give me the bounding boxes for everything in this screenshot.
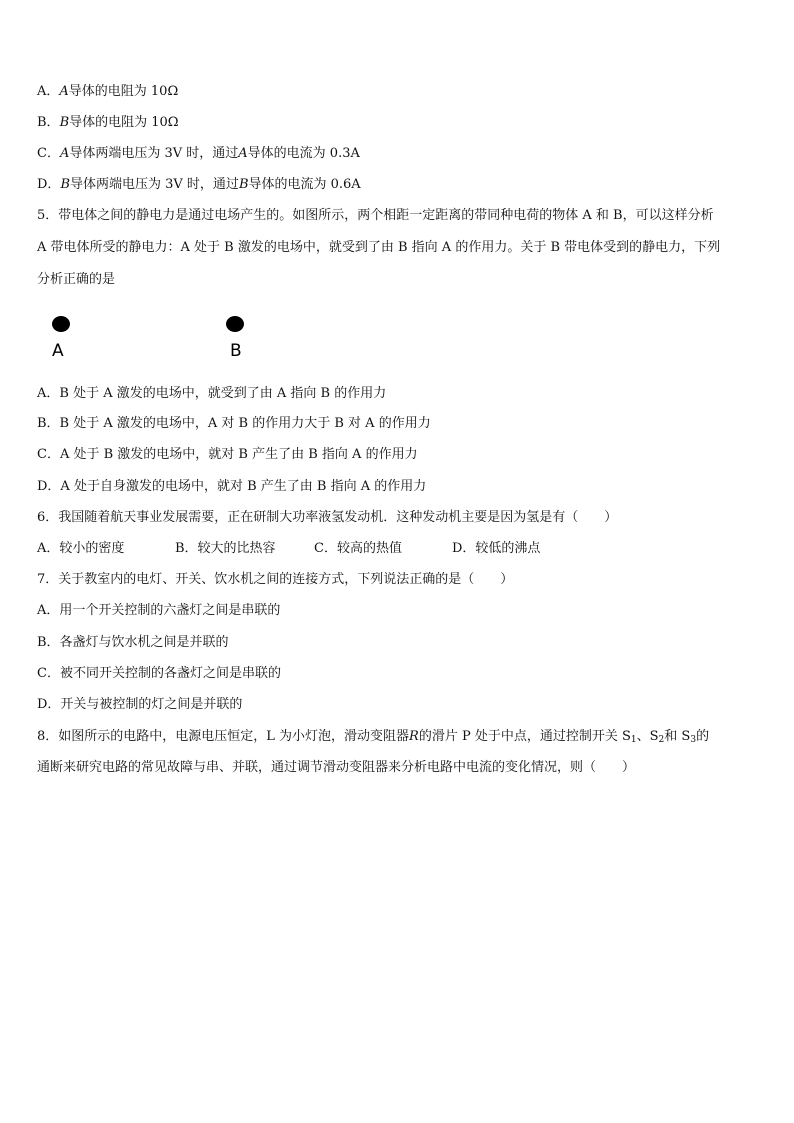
q6-option-a: A．较小的密度 [37, 541, 125, 556]
charge-b-label: B [230, 341, 242, 361]
q5-option-d: D．A 处于自身激发的电场中，就对 B 产生了由 B 指向 A 的作用力 [37, 479, 427, 494]
q7-option-c: C．被不同开关控制的各盏灯之间是串联的 [37, 666, 281, 681]
q5-option-b: B．B 处于 A 激发的电场中，A 对 B 的作用力大于 B 对 A 的作用力 [37, 416, 431, 431]
q6-stem: 6．我国随着航天事业发展需要，正在研制大功率液氢发动机．这种发动机主要是因为氢是有（ ） [37, 510, 618, 525]
q4-option-d: D．B导体两端电压为 3V 时，通过B导体的电流为 0.6A [37, 177, 361, 192]
q6-option-c: C．较高的热值 [314, 541, 402, 556]
q7-stem: 7．关于教室内的电灯、开关、饮水机之间的连接方式，下列说法正确的是（ ） [37, 572, 514, 587]
q7-option-d: D．开关与被控制的灯之间是并联的 [37, 697, 243, 712]
q5-stem-line2: A 带电体所受的静电力：A 处于 B 激发的电场中，就受到了由 B 指向 A 的作用力。关于 B 带电体受到的静电力，下列 [37, 240, 721, 255]
q4-option-a: A．A导体的电阻为 10Ω [37, 84, 179, 99]
q5-stem-line1: 5．带电体之间的静电力是通过电场产生的。如图所示，两个相距一定距离的带同种电荷的物体 A 和 B，可以这样分析 [37, 208, 714, 223]
charge-a-label: A [52, 341, 64, 361]
q6-options [37, 541, 540, 557]
q5-option-c: C．A 处于 B 激发的电场中，就对 B 产生了由 B 指向 A 的作用力 [37, 447, 418, 462]
q5-stem-line3: 分析正确的是 [37, 272, 116, 287]
charge-b-dot [226, 316, 244, 332]
q6-option-d: D．较低的沸点 [452, 541, 541, 556]
q8-stem-line1: 8．如图所示的电路中，电源电压恒定，L 为小灯泡，滑动变阻器R的滑片 P 处于中点，通过控制开关 $S_1$、$S_2$和 $S_3$的 [37, 729, 710, 745]
q4-option-b: B．B导体的电阻为 10Ω [37, 115, 179, 130]
q7-option-b: B．各盏灯与饮水机之间是并联的 [37, 635, 229, 650]
q8-stem-line2: 通断来研究电路的常见故障与串、并联，通过调节滑动变阻器来分析电路中电流的变化情况，则（ ） [37, 760, 636, 775]
q5-option-a: A．B 处于 A 激发的电场中，就受到了由 A 指向 B 的作用力 [37, 386, 387, 401]
q7-option-a: A．用一个开关控制的六盏灯之间是串联的 [37, 603, 281, 618]
q6-option-b: B．较大的比热容 [175, 541, 276, 556]
charge-a-dot [52, 316, 70, 332]
q4-option-c: C．A导体两端电压为 3V 时，通过A导体的电流为 0.3A [37, 146, 360, 161]
